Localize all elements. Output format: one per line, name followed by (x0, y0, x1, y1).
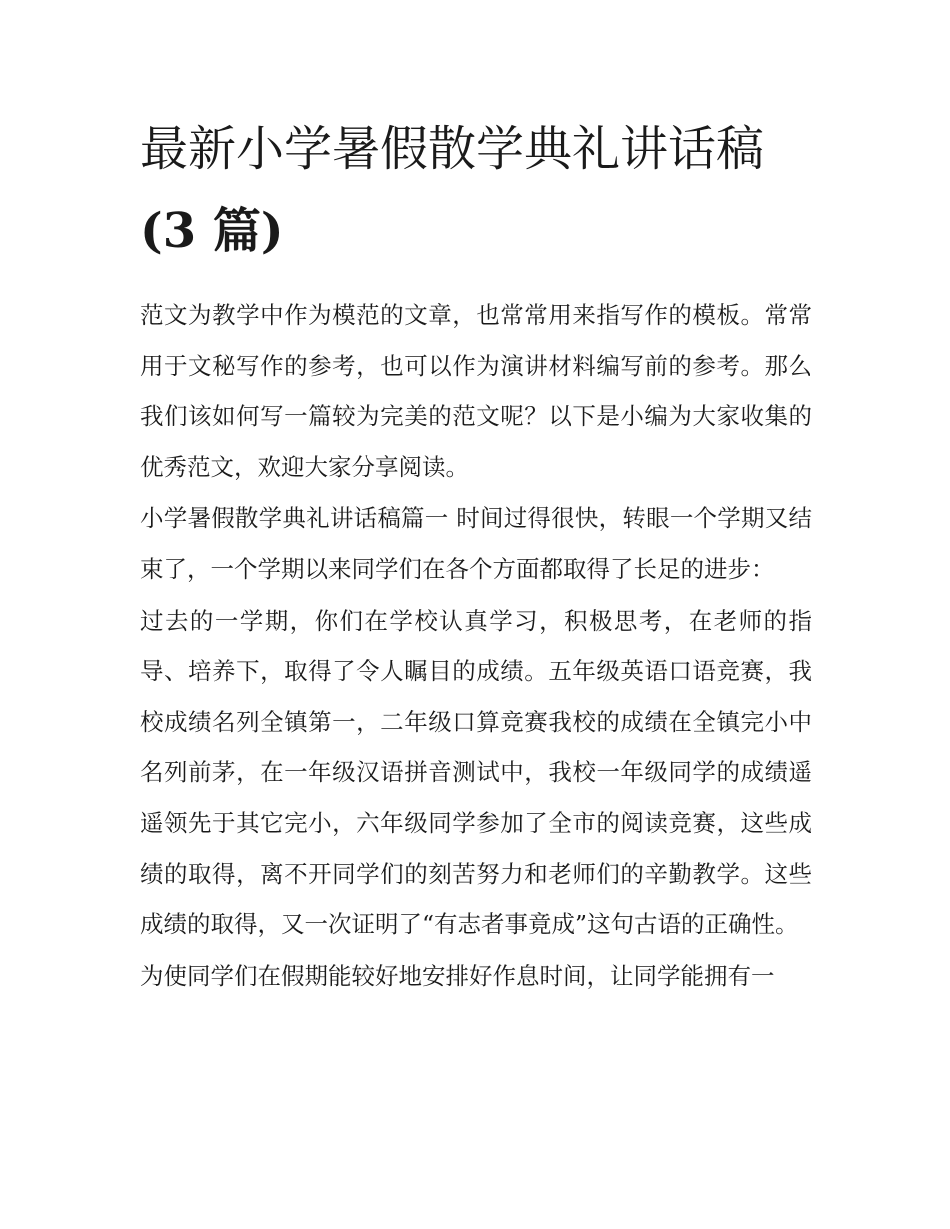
title-line-1: 最新小学暑假散学典礼讲话稿 (140, 121, 765, 177)
paragraph-holiday-schedule: 为使同学们在假期能较好地安排好作息时间，让同学能拥有一 (140, 961, 775, 990)
title-line-2: (3 篇) (140, 203, 284, 259)
document-title (140, 108, 812, 272)
paragraph-speech-opening: 小学暑假散学典礼讲话稿篇一 时间过得很快，转眼一个学期又结束了，一个学期以来同学们在各个方面都取得了长足的进步： (140, 504, 812, 583)
document-page (140, 108, 812, 1001)
paragraph-achievements: 过去的一学期，你们在学校认真学习，积极思考，在老师的指导、培养下，取得了令人瞩目的成绩。五年级英语口语竞赛，我校成绩名列全镇第一，二年级口算竞赛我校的成绩在全镇完小中名列前茅，在一年级汉语拼音测试中，我校一年级同学的成绩遥遥领先于其它完小，六年级同学参加了全市的阅读竞赛，这些成绩的取得，离不开同学们的刻苦努力和老师们的辛勤教学。这些成绩的取得，又一次证明了“有志者事竟成”这句古语的正确性。 (140, 606, 812, 939)
paragraph-intro: 范文为教学中作为模范的文章，也常常用来指写作的模板。常常用于文秘写作的参考，也可以作为演讲材料编写前的参考。那么我们该如何写一篇较为完美的范文呢？以下是小编为大家收集的优秀范文，欢迎大家分享阅读。 (140, 301, 812, 481)
